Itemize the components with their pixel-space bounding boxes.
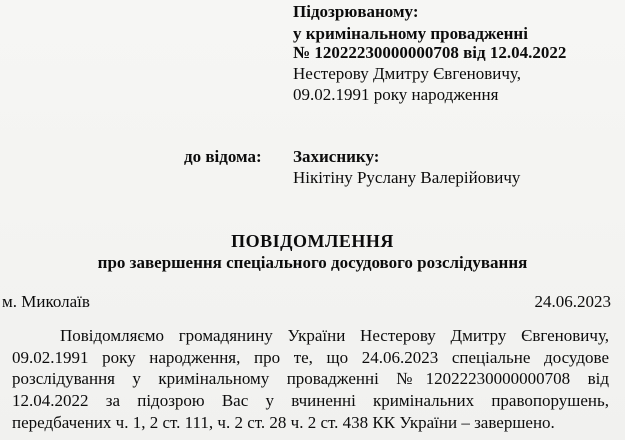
notice-body	[12, 325, 609, 433]
defender-name: Нікітіну Руслану Валерійовичу	[293, 168, 521, 187]
body-line: розслідування у кримінальному провадженні №12022230000000708 від	[12, 369, 609, 389]
notice-subtitle: про завершення спеціального досудового розслідування	[97, 253, 528, 272]
addressee-proceeding: у кримінальному провадженні	[293, 24, 528, 43]
addressee-case-number: № 12022230000000708 від 12.04.2022	[293, 43, 567, 62]
defender-heading: Захиснику:	[293, 147, 380, 166]
addressee-heading: Підозрюваному:	[293, 2, 419, 21]
body-line: передбачених ч. 1, 2 ст. 111, ч. 2 ст. 28 ч. 2 ст. 438 КК України – завершено.	[12, 412, 555, 432]
date-of-issue: 24.06.2023	[534, 292, 611, 311]
body-line: 09.02.1991 року народження, про те, що 24.06.2023 спеціальне досудове	[12, 347, 609, 367]
body-line: Повідомляємо громадянину України Нестерову Дмитру Євгеновичу,	[60, 326, 609, 345]
place-of-issue: м. Миколаїв	[2, 292, 90, 311]
body-line: 12.04.2022 за підозрою Вас у вчиненні кримінальних правопорушень,	[12, 391, 609, 411]
addressee-birthdate: 09.02.1991 року народження	[293, 85, 499, 104]
notice-title: ПОВІДОМЛЕННЯ	[231, 231, 394, 251]
addressee-name: Нестерову Дмитру Євгеновичу,	[293, 64, 521, 83]
for-information-label: до відома:	[184, 147, 262, 166]
